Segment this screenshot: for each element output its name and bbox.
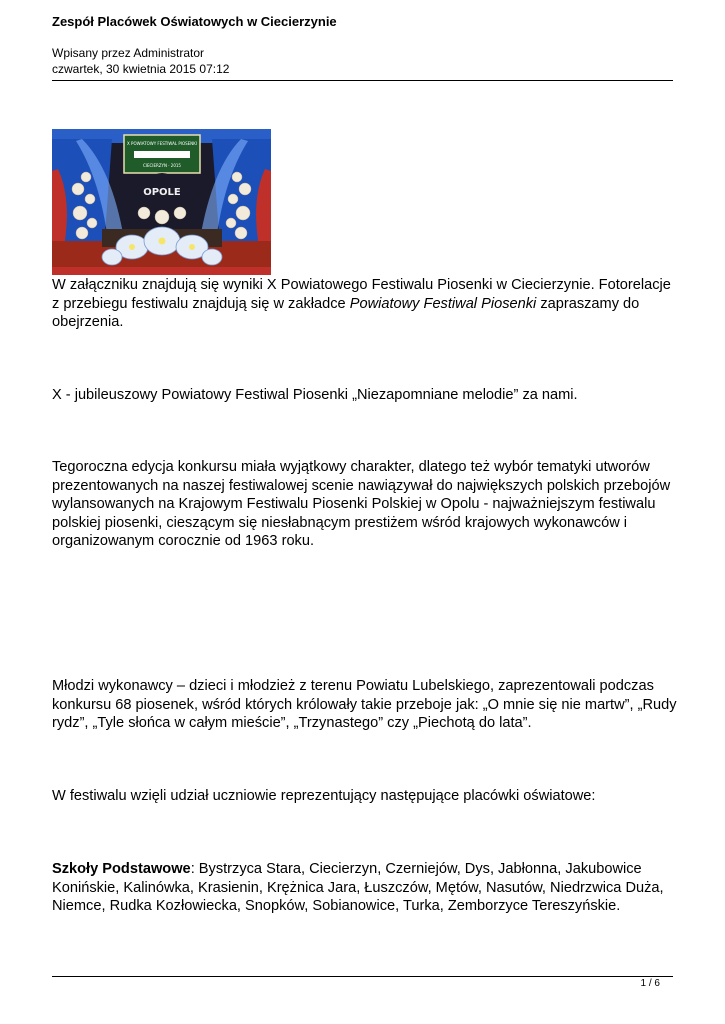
author-line: Wpisany przez Administrator [52,46,205,60]
gallery-section-name: Powiatowy Festiwal Piosenki [349,295,537,312]
festival-headline: X - jubileuszowy Powiatowy Festiwal Piosenki „Niezapomniane melodie” za nami. [52,387,578,403]
edition-paragraph: Tegoroczna edycja konkursu miała wyjątkowy charakter, dlatego też wybór tematyki utworów prezentowanych na naszej festiwalowej scenie nawiązywał do największych polskich przebojów wylansowanych na Krajowym Festiwalu Piosenki Polskiej w Opolu - najważniejszym festiwalu polskiej piosenki, cieszącym się niesłabnącym prestiżem wśród krajowych wykonawców i organizowanym corocznie od 1963 roku. [52,459,671,550]
primary-schools-names: : Bystrzyca Stara, Ciecierzyn, Czerniejów, Dys, Jabłonna, Jakubowice Konińskie, Kalinówka, Krasienin, Krężnica Jara, Łuszczów, Mętów, Nasutów, Niedrzwica Duża, Niemce, Rudka Kozłowiecka, Snopków, Sobianowice, Turka, Zemborzyce Tereszyńskie. [52,861,664,915]
primary-schools-list [52,860,682,916]
banner-text: X POWIATOWY FESTIWAL PIOSENKI [127,141,197,146]
footer-divider [52,976,673,977]
intro-text-before: W załączniku znajdują się wyniki X Powiatowego Festiwalu Piosenki w Ciecierzynie. Fotorelacje z przebiegu festiwalu znajdują się w zakładce [52,277,671,312]
intro-paragraph [52,276,682,332]
opole-logo-text: OPOLE [143,187,181,198]
banner-subtext: CIECIERZYN · 2015 [143,163,181,168]
festival-stage-photo [52,129,271,275]
date-line: czwartek, 30 kwietnia 2015 07:12 [52,62,230,76]
header-divider [52,80,673,81]
primary-schools-label: Szkoły Podstawowe [52,861,191,877]
performers-paragraph: Młodzi wykonawcy – dzieci i młodzież z terenu Powiatu Lubelskiego, zaprezentowali podczas konkursu 68 piosenek, wśród których królowały takie przeboje jak: „O mnie się nie martw”, „Rudy rydz”, „Tyle słońca w całym mieście”, „Trzynastego” czy „Piechotą do lata”. [52,678,677,732]
page-title: Zespół Placówek Oświatowych w Ciecierzynie [52,14,337,29]
participants-intro: W festiwalu wzięli udział uczniowie reprezentujący następujące placówki oświatowe: [52,788,596,804]
page-number: 1 / 6 [640,978,660,989]
intro-text-after: zapraszamy do obejrzenia. [52,295,640,331]
